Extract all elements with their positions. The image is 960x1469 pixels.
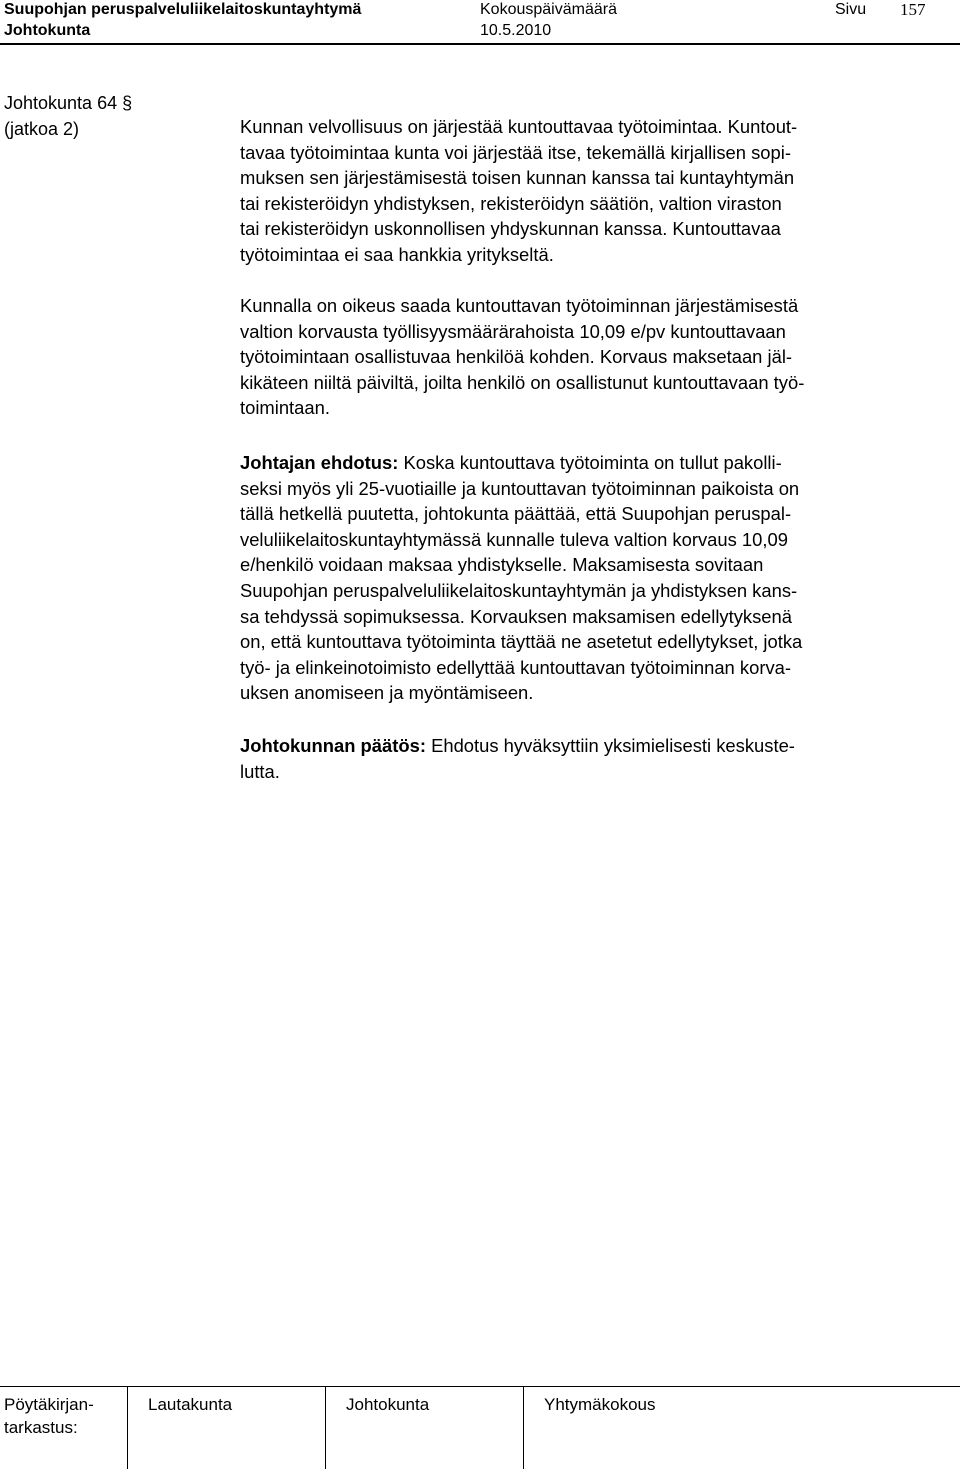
footer-col-johtokunta: Johtokunta	[346, 1395, 430, 1414]
proposal-line: työ- ja elinkeinotoimisto edellyttää kuntouttavan työtoiminnan korva-	[240, 656, 791, 678]
proposal-line: tällä hetkellä puutetta, johtokunta päättää, että Suupohjan peruspal-	[240, 503, 792, 525]
proposal-label: Johtajan ehdotus:	[240, 452, 399, 473]
footer-col-lautakunta: Lautakunta	[148, 1395, 233, 1414]
footer-col-yhtymakokous: Yhtymäkokous	[544, 1395, 656, 1414]
proposal-line: Suupohjan peruspalveluliikelaitoskuntayhtymän ja yhdistyksen kans-	[240, 579, 798, 601]
footer-separator	[127, 1387, 128, 1469]
paragraph-2	[240, 293, 940, 421]
page-number: 157	[900, 0, 926, 19]
paragraph-line: muksen sen järjestämisestä toisen kunnan kanssa tai kuntayhtymän	[240, 167, 795, 189]
director-proposal	[240, 450, 940, 706]
proposal-line: e/henkilö voidaan maksaa yhdistykselle. Maksamisesta sovitaan	[240, 554, 764, 576]
proposal-line: veluliikelaitoskuntayhtymässä kunnalle tuleva valtion korvaus 10,09	[240, 528, 788, 550]
paragraph-line: kikäteen niiltä päiviltä, joilta henkilö on osallistunut kuntouttavaan työ-	[240, 371, 805, 393]
decision-label: Johtokunnan päätös:	[240, 735, 426, 756]
section-continuation: (jatkoa 2)	[4, 119, 80, 139]
review-label-line-1: Pöytäkirjan-	[4, 1395, 94, 1414]
decision-text: Ehdotus hyväksyttiin yksimielisesti keskuste-	[425, 735, 795, 756]
proposal-line: sa tehdyssä sopimuksessa. Korvauksen maksamisen edellytyksenä	[240, 605, 792, 627]
proposal-line: uksen anomiseen ja myöntämiseen.	[240, 682, 534, 704]
paragraph-line: Kunnan velvollisuus on järjestää kuntouttavaa työtoimintaa. Kuntout-	[240, 116, 798, 137]
meeting-date: 10.5.2010	[480, 22, 552, 39]
paragraph-line: tavaa työtoimintaa kunta voi järjestää itse, tekemällä kirjallisen sopi-	[240, 141, 791, 163]
proposal-line: on, että kuntouttava työtoiminta täyttää ne asetetut edellytykset, jotka	[240, 631, 803, 653]
paragraph-line: työtoimintaa ei saa hankkia yritykseltä.	[240, 243, 554, 265]
proposal-text: Koska kuntouttava työtoiminta on tullut pakolli-	[398, 452, 782, 473]
paragraph-line: tai rekisteröidyn yhdistyksen, rekisteröidyn säätiön, valtion viraston	[240, 192, 782, 214]
paragraph-line: toimintaan.	[240, 397, 330, 419]
paragraph-line: työtoimintaan osallistuvaa henkilöä kohden. Korvaus maksetaan jäl-	[240, 346, 793, 368]
governing-body: Johtokunta	[4, 22, 91, 39]
board-decision	[240, 733, 940, 784]
proposal-line: seksi myös yli 25-vuotiaille ja kuntouttavan työtoiminnan paikoista on	[240, 477, 800, 499]
paragraph-line: tai rekisteröidyn uskonnollisen yhdyskunnan kanssa. Kuntouttavaa	[240, 218, 781, 240]
header-divider	[0, 43, 960, 45]
paragraph-line: Kunnalla on oikeus saada kuntouttavan työtoiminnan järjestämisestä	[240, 295, 799, 316]
paragraph-line: valtion korvausta työllisyysmäärärahoista 10,09 e/pv kuntouttavaan	[240, 320, 786, 342]
section-heading: Johtokunta 64 §	[4, 93, 133, 113]
page-label: Sivu	[835, 1, 867, 18]
decision-first-line	[240, 733, 940, 759]
date-label: Kokouspäivämäärä	[480, 1, 617, 18]
paragraph-1	[240, 114, 940, 268]
organization-name: Suupohjan peruspalveluliikelaitoskuntayhtymä	[4, 1, 362, 18]
footer-separator	[325, 1387, 326, 1469]
decision-line: lutta.	[240, 760, 280, 782]
footer-separator	[523, 1387, 524, 1469]
proposal-first-line	[240, 450, 940, 476]
review-label-line-2: tarkastus:	[4, 1418, 78, 1437]
footer-divider	[0, 1386, 960, 1387]
